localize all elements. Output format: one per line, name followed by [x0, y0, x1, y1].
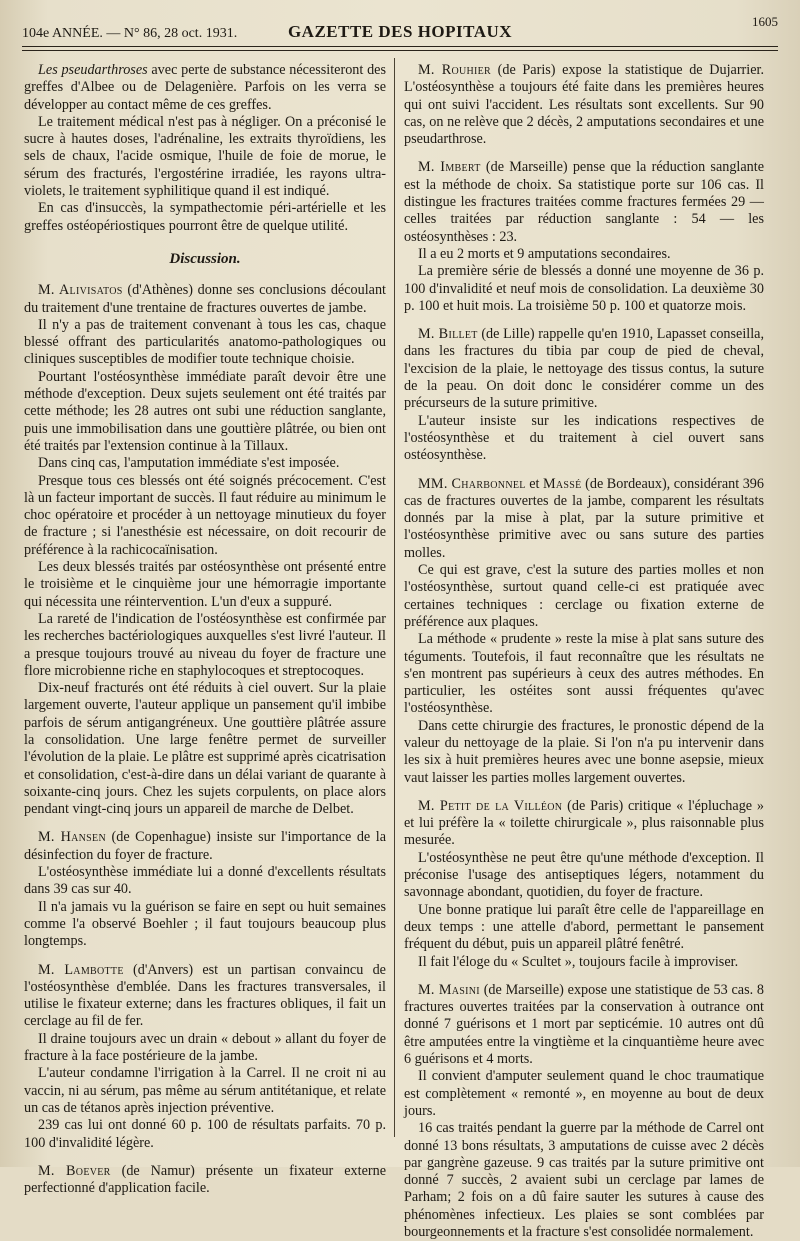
- paragraph: Il convient d'amputer seulement quand le choc traumatique est complètement « remonté », en moyenne au bout de deux jours.: [404, 1068, 764, 1119]
- paragraph: L'auteur insiste sur les indications respectives de l'ostéosynthèse et du traitement à ciel ouvert sans ostéosynthèse.: [404, 412, 764, 464]
- column-divider: [394, 58, 395, 1137]
- paragraph: Il fait l'éloge du « Scultet », toujours facile à improviser.: [418, 953, 739, 970]
- paragraph-text: (de Lille) rappelle qu'en 1910, Lapasset conseilla, dans les fractures du tibia par coup de pied de cheval, l'excision de la plaie, le nettoyage des tissus contus, la suture de la peau. On doit donc le considérer comme un des précurseurs de la suture primitive.: [404, 326, 765, 412]
- paragraph: Le traitement médical n'est pas à négliger. On a préconisé le sucre à hautes doses, l'adrénaline, les extraits thyroïdiens, les sels de chaux, l'acide osmique, l'huile de foie de morue, le sérum des fracturés, l'ergostérine irradiée, les rayons ultra-violets, le traitement syphilitique quand il est indiqué.: [24, 113, 386, 200]
- speaker-name: M. Masini: [418, 981, 480, 998]
- paragraph: Une bonne pratique lui paraît être celle de l'appareillage en deux temps : une attelle d'abord, permettant le pansement fréquent du début, puis un appareil plâtré fenêtré.: [404, 901, 764, 953]
- paragraph-text: (d'Anvers) est un partisan convaincu de l'ostéosynthèse d'emblée. Dans les fractures transversales, il utilise le fixateur externe; dans les fractures obliques, il fait un cerclage au fil de fer.: [24, 961, 386, 1030]
- paragraph: Dans cinq cas, l'amputation immédiate s'est imposée.: [38, 455, 340, 472]
- paragraph-text: (de Copenhague) insiste sur l'importance de la désinfection du foyer de fracture.: [24, 829, 386, 863]
- paragraph: Il draine toujours avec un drain « debout » allant du foyer de fracture à la face postérieure de la jambe.: [24, 1030, 386, 1065]
- paragraph: Presque tous ces blessés ont été soignés précocement. C'est là un facteur important de succès. Il faut réduire au minimum le choc opératoire et procéder à un nettoyage minutieux du foyer de fracture ; si l'anesthésie est nécessaire, on doit recourir de préférence à la rachicocaïnisation.: [24, 472, 386, 558]
- paragraph: La méthode « prudente » reste la mise à plat sans suture des téguments. Toutefois, il faut reconnaître que les résultats ne s'en montrent pas supérieurs à ceux des autres méthodes. En particulier, les ostéites sont aussi fréquentes qu'avec l'ostéosynthèse.: [404, 631, 764, 717]
- speaker-name: M. Lambotte: [38, 961, 124, 978]
- paragraph: Les deux blessés traités par ostéosynthèse ont présenté entre le troisième et le cinquième jour une hémorragie importante qui nécessita une réintervention. L'un d'eux a suppuré.: [24, 559, 386, 610]
- paragraph: Dix-neuf fracturés ont été réduits à ciel ouvert. Sur la plaie largement ouverte, l'auteur applique un pansement qu'il imbibe parfois de sérum antigangréneux. Une gouttière plâtrée assure la consolidation. Une large fenêtre permet de surveiller l'évolution de la plaie. Le plâtre est supprimé après cicatrisation et consolidation, c'est-à-dire dans un délai variant de quarante à soixante-cinq jours. Chez les sujets corpulents, on place alors pendant vingt-cinq jours un appareil de marche de Delbet.: [24, 680, 386, 818]
- issue-info: 104e ANNÉE. — N° 86, 28 oct. 1931.: [22, 26, 238, 41]
- speaker-paragraph: [404, 982, 764, 1068]
- lead-term: Les pseudarthroses: [38, 62, 148, 78]
- paragraph: L'ostéosynthèse immédiate lui a donné d'excellents résultats dans 39 cas sur 40.: [24, 864, 386, 898]
- paragraph: Dans cette chirurgie des fractures, le pronostic dépend de la valeur du nettoyage de la plaie. Si l'on n'a pu intervenir dans les six à huit premières heures avec une bonne asepsie, mieux vaut laisser les parties molles largement ouvertes.: [404, 717, 764, 786]
- speaker-name: M. Rouhier: [418, 62, 492, 78]
- speaker-name: M. Petit de la Villéon: [418, 797, 563, 814]
- paragraph: [24, 62, 386, 114]
- paragraph-text: (de Marseille) pense que la réduction sanglante est la méthode de choix. Sa statistique porte sur 106 cas. Il distingue les fractures traitées comme fractures fermées 29 — celles traitées par réduction sanglante : 54 — les ostéosynthèses : 23.: [404, 159, 764, 245]
- speaker-name: M. Hansen: [38, 829, 106, 846]
- paragraph: Il n'y a pas de traitement convenant à tous les cas, chaque blessé offrant des particularités anatomo-pathologiques ou cliniques susceptibles de modifier toute technique choisie.: [24, 316, 386, 368]
- paragraph: L'ostéosynthèse ne peut être qu'une méthode d'exception. Il préconise l'usage des antiseptiques légers, notamment du savonnage abondant, quotidien, du foyer de fracture.: [404, 849, 764, 901]
- speaker-paragraph: [404, 476, 764, 562]
- paragraph-text: avec perte de substance nécessiteront des greffes d'Albee ou de Delagenière. Parfois on les verra se développer au contact même de ces greffes.: [24, 62, 386, 113]
- speaker-paragraph: [24, 962, 386, 1031]
- page-number: 1605: [752, 14, 778, 29]
- paragraph-text: (de Paris) expose la statistique de Dujarrier. L'ostéosynthèse a toujours été faite dans les premières heures qui ont suivi l'accident. Les résultats sont excellents. Sur 90 cas, on ne relève que 2 décès, 2 amputations secondaires et une pseudarthrose.: [404, 62, 764, 148]
- speaker-name: M. Alivisatos: [38, 282, 123, 299]
- paragraph: 239 cas lui ont donné 60 p. 100 de résultats parfaits. 70 p. 100 d'invalidité légère.: [24, 1117, 386, 1151]
- paragraph-text: (d'Athènes) donne ses conclusions découlant du traitement d'une trentaine de fractures ouvertes de jambe.: [24, 282, 386, 316]
- speaker-paragraph: [404, 159, 764, 245]
- paragraph: En cas d'insuccès, la sympathectomie péri-artérielle et les greffes ostéopériostiques pourront être de quelque utilité.: [24, 200, 386, 234]
- conjunction: et: [525, 475, 543, 492]
- paragraph-text: (de Marseille) expose une statistique de 53 cas. 8 fractures ouvertes traitées par la conservation à outrance ont donné 7 guérisons et 1 mort par septicémie. 10 autres ont dû être amputées entre la vingtième et la cinquantième heure avec 6 guérisons et 4 morts.: [404, 981, 764, 1068]
- paragraph: La première série de blessés a donné une moyenne de 36 p. 100 d'invalidité et neuf mois de consolidation. La deuxième 30 p. 100 et huit mois. La troisième 50 p. 100 et quatorze mois.: [404, 263, 764, 314]
- speaker-paragraph: [404, 798, 764, 850]
- page-header: [22, 14, 778, 46]
- speaker-paragraph: [404, 62, 764, 148]
- speaker-name: M. Boever: [38, 1162, 111, 1179]
- paragraph: L'auteur condamne l'irrigation à la Carrel. Il ne croit ni au vaccin, ni au sérum, pas même au sérum antitétanique, et relate un cas de tétanos après injection préventive.: [24, 1065, 386, 1116]
- left-column: [24, 62, 386, 1197]
- speaker-name: Massé: [543, 475, 582, 492]
- header-rule-thin: [22, 50, 778, 51]
- paragraph: Il a eu 2 morts et 9 amputations secondaires.: [418, 245, 671, 262]
- paragraph-text: (de Namur) présente un fixateur externe perfectionné d'application facile.: [24, 1162, 386, 1197]
- paragraph: Pourtant l'ostéosynthèse immédiate paraît devoir être une méthode d'exception. Deux sujets seulement ont été traités par cette méthode; les 28 autres ont subi une réduction sanglante, puis une immobilisation dans une gouttière plâtrée, ou bien ont été traités par l'extension continue à la Tillaux.: [24, 368, 386, 454]
- right-column: [404, 62, 764, 1241]
- paragraph-text: (de Paris) critique « l'épluchage » et lui préfère la « toilette chirurgicale », plus raisonnable plus mesurée.: [404, 797, 764, 849]
- speaker-paragraph: [24, 282, 386, 317]
- speaker-name: M. Billet: [418, 326, 478, 343]
- speaker-name: M. Imbert: [418, 159, 481, 176]
- header-rule: [22, 46, 778, 47]
- speaker-paragraph: [24, 829, 386, 864]
- paragraph: 16 cas traités pendant la guerre par la méthode de Carrel ont donné 13 bons résultats, 3 amputations de cuisse avec 2 décès par gangrène gazeuse. 9 cas traités par la suture primitive ont donné 7 succès, 2 avaient subi un cerclage par lames de Parham; 2 fois on a dû faire sauter les sutures à cause des phénomènes infectieux. Les plaies se sont comblées par bourgeonnements et la fracture s'est consolidée normalement.: [404, 1120, 764, 1240]
- section-heading: Discussion.: [169, 250, 241, 267]
- paragraph-text: (de Bordeaux), considérant 396 cas de fractures ouvertes de la jambe, comparent les résultats donnés par la mise à plat, par la suture primitive et l'ostéosynthèse primitive avec ou sans suture des parties molles.: [404, 475, 764, 561]
- speaker-paragraph: [404, 326, 764, 412]
- paragraph: Ce qui est grave, c'est la suture des parties molles et non l'ostéosynthèse, surtout quand celle-ci est pratiquée avec certaines techniques : cerclage ou fixation externe de préférence aux plaques.: [404, 562, 764, 630]
- journal-title: GAZETTE DES HOPITAUX: [287, 22, 513, 41]
- paragraph: Il n'a jamais vu la guérison se faire en sept ou huit semaines comme l'a observé Boehler ; il faut toujours beaucoup plus longtemps.: [24, 898, 386, 950]
- speaker-name: MM. Charbonnel: [418, 475, 526, 492]
- speaker-paragraph: [24, 1163, 386, 1198]
- paragraph: La rareté de l'indication de l'ostéosynthèse est confirmée par les recherches bactériologiques auxquelles s'est livré l'auteur. Il a presque toujours trouvé au niveau du foyer de fracture une flore microbienne riche en staphylocoques et streptocoques.: [24, 610, 386, 679]
